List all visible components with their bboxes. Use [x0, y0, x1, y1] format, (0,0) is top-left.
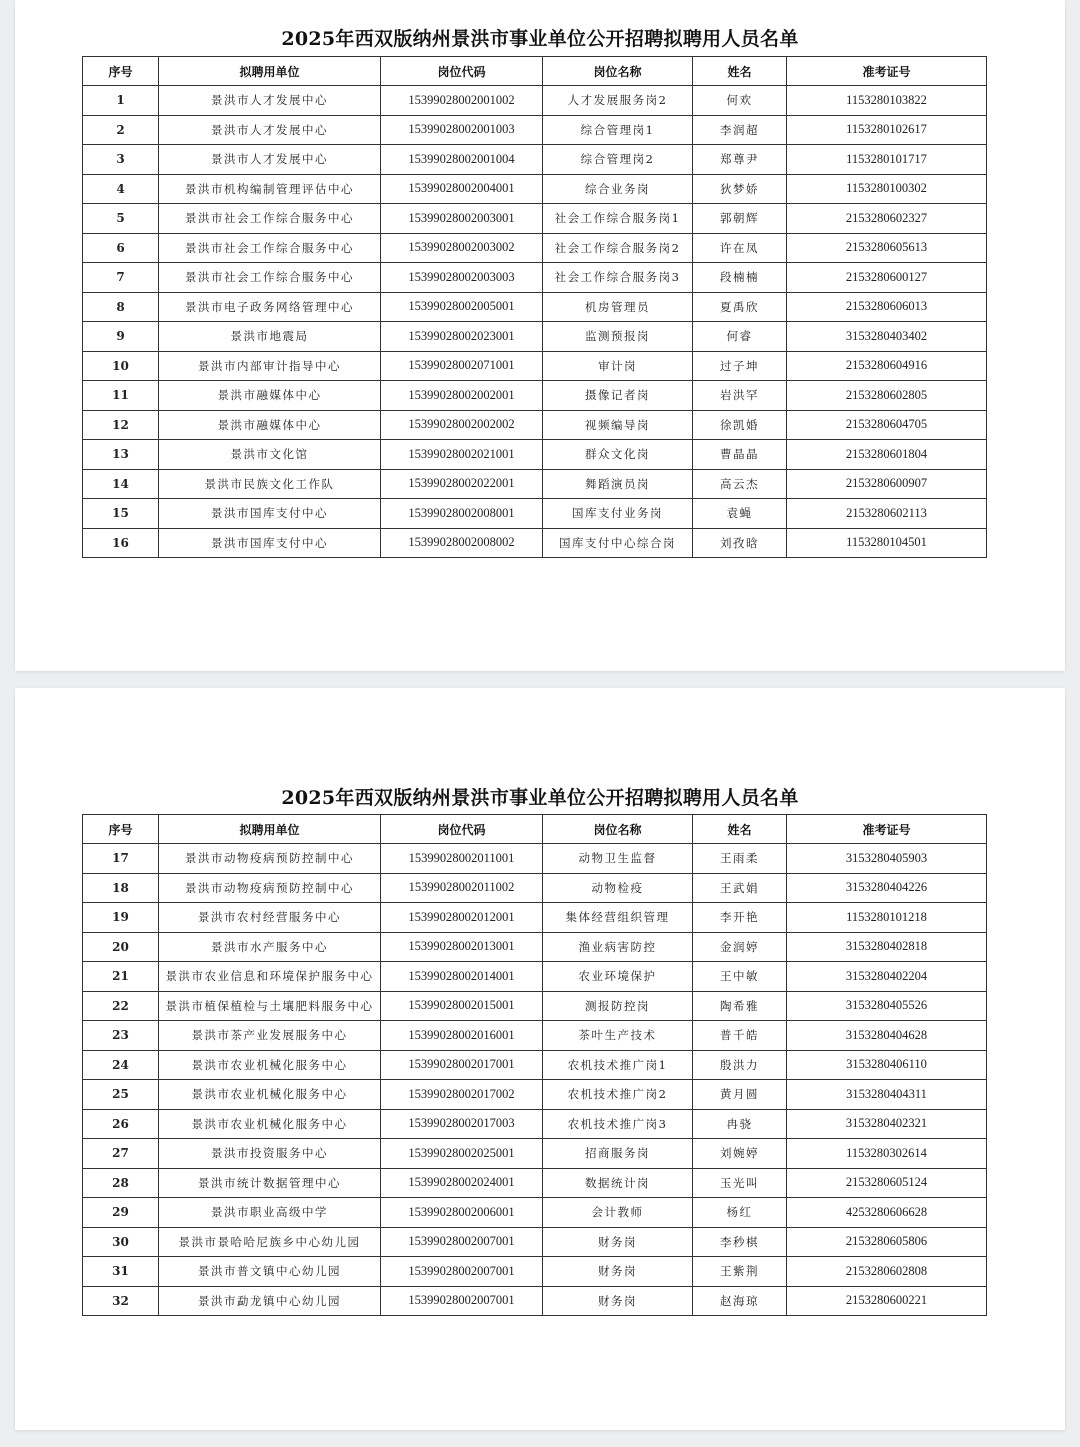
cell-seq: 27: [83, 1139, 159, 1169]
cell-unit: 景洪市农村经营服务中心: [159, 903, 381, 933]
header-post-code: 岗位代码: [381, 57, 543, 86]
cell-exam-id: 3153280402818: [787, 932, 987, 962]
cell-post-name: 人才发展服务岗2: [543, 86, 693, 116]
table-row: [83, 1257, 987, 1287]
cell-name: 玉光叫: [693, 1168, 787, 1198]
cell-name: 刘孜晗: [693, 528, 787, 558]
cell-name: 段楠楠: [693, 263, 787, 293]
roster-table: [82, 56, 987, 558]
cell-seq: 5: [83, 204, 159, 234]
cell-exam-id: 3153280404311: [787, 1080, 987, 1110]
table-row: [83, 440, 987, 470]
cell-unit: 景洪市融媒体中心: [159, 381, 381, 411]
cell-post-name: 机房管理员: [543, 292, 693, 322]
cell-post-code: 15399028002007001: [381, 1286, 543, 1316]
cell-post-code: 15399028002006001: [381, 1198, 543, 1228]
cell-unit: 景洪市人才发展中心: [159, 115, 381, 145]
cell-seq: 25: [83, 1080, 159, 1110]
cell-seq: 23: [83, 1021, 159, 1051]
cell-name: 赵海琼: [693, 1286, 787, 1316]
table-row: [83, 292, 987, 322]
table-row: [83, 469, 987, 499]
cell-exam-id: 1153280302614: [787, 1139, 987, 1169]
cell-name: 高云杰: [693, 469, 787, 499]
cell-exam-id: 3153280404226: [787, 873, 987, 903]
table-row: [83, 1109, 987, 1139]
cell-post-code: 15399028002023001: [381, 322, 543, 352]
table-row: [83, 528, 987, 558]
table-row: [83, 174, 987, 204]
table-row: [83, 145, 987, 175]
cell-seq: 10: [83, 351, 159, 381]
table-row: [83, 1168, 987, 1198]
page-title: 2025年西双版纳州景洪市事业单位公开招聘拟聘用人员名单: [281, 28, 799, 50]
cell-post-name: 综合管理岗2: [543, 145, 693, 175]
cell-unit: 景洪市地震局: [159, 322, 381, 352]
cell-post-name: 群众文化岗: [543, 440, 693, 470]
cell-exam-id: 1153280100302: [787, 174, 987, 204]
cell-post-code: 15399028002017002: [381, 1080, 543, 1110]
table-row: [83, 410, 987, 440]
cell-unit: 景洪市景哈哈尼族乡中心幼儿园: [159, 1227, 381, 1257]
cell-post-code: 15399028002014001: [381, 962, 543, 992]
cell-unit: 景洪市农业机械化服务中心: [159, 1050, 381, 1080]
cell-post-code: 15399028002013001: [381, 932, 543, 962]
cell-post-code: 15399028002017003: [381, 1109, 543, 1139]
cell-post-code: 15399028002003003: [381, 263, 543, 293]
cell-name: 王雨柔: [693, 844, 787, 874]
cell-name: 王武娟: [693, 873, 787, 903]
cell-exam-id: 2153280602113: [787, 499, 987, 529]
cell-exam-id: 2153280602808: [787, 1257, 987, 1287]
cell-name: 徐凯婚: [693, 410, 787, 440]
table-row: [83, 1198, 987, 1228]
cell-post-code: 15399028002005001: [381, 292, 543, 322]
cell-name: 狄梦娇: [693, 174, 787, 204]
cell-post-name: 渔业病害防控: [543, 932, 693, 962]
cell-unit: 景洪市普文镇中心幼儿园: [159, 1257, 381, 1287]
cell-post-code: 15399028002003001: [381, 204, 543, 234]
cell-seq: 26: [83, 1109, 159, 1139]
cell-seq: 8: [83, 292, 159, 322]
cell-seq: 22: [83, 991, 159, 1021]
cell-unit: 景洪市机构编制管理评估中心: [159, 174, 381, 204]
header-seq: 序号: [83, 815, 159, 844]
table-row: [83, 263, 987, 293]
cell-name: 李开艳: [693, 903, 787, 933]
cell-post-name: 农机技术推广岗1: [543, 1050, 693, 1080]
header-unit: 拟聘用单位: [159, 57, 381, 86]
table-row: [83, 322, 987, 352]
table-row: [83, 844, 987, 874]
cell-exam-id: 2153280600907: [787, 469, 987, 499]
cell-seq: 24: [83, 1050, 159, 1080]
header-unit: 拟聘用单位: [159, 815, 381, 844]
cell-seq: 31: [83, 1257, 159, 1287]
cell-name: 何欢: [693, 86, 787, 116]
cell-post-code: 15399028002021001: [381, 440, 543, 470]
cell-unit: 景洪市国库支付中心: [159, 499, 381, 529]
cell-exam-id: 2153280601804: [787, 440, 987, 470]
cell-seq: 19: [83, 903, 159, 933]
cell-post-name: 综合管理岗1: [543, 115, 693, 145]
cell-exam-id: 3153280402204: [787, 962, 987, 992]
cell-seq: 30: [83, 1227, 159, 1257]
cell-seq: 3: [83, 145, 159, 175]
cell-post-code: 15399028002024001: [381, 1168, 543, 1198]
cell-post-code: 15399028002007001: [381, 1227, 543, 1257]
cell-unit: 景洪市动物疫病预防控制中心: [159, 873, 381, 903]
cell-post-code: 15399028002001002: [381, 86, 543, 116]
cell-name: 王紫荆: [693, 1257, 787, 1287]
table-row: [83, 991, 987, 1021]
cell-name: 李润超: [693, 115, 787, 145]
cell-name: 曹晶晶: [693, 440, 787, 470]
cell-post-name: 财务岗: [543, 1286, 693, 1316]
cell-post-name: 会计教师: [543, 1198, 693, 1228]
cell-name: 夏禹欣: [693, 292, 787, 322]
cell-seq: 9: [83, 322, 159, 352]
header-name: 姓名: [693, 57, 787, 86]
table-row: [83, 903, 987, 933]
cell-post-name: 动物检疫: [543, 873, 693, 903]
document-page-1: [15, 0, 1065, 671]
cell-post-code: 15399028002017001: [381, 1050, 543, 1080]
cell-exam-id: 2153280605124: [787, 1168, 987, 1198]
cell-name: 金润婷: [693, 932, 787, 962]
cell-name: 郭朝辉: [693, 204, 787, 234]
cell-post-name: 综合业务岗: [543, 174, 693, 204]
cell-post-code: 15399028002008001: [381, 499, 543, 529]
cell-unit: 景洪市人才发展中心: [159, 86, 381, 116]
cell-name: 刘婉婷: [693, 1139, 787, 1169]
cell-exam-id: 2153280606013: [787, 292, 987, 322]
cell-post-code: 15399028002025001: [381, 1139, 543, 1169]
cell-post-name: 监测预报岗: [543, 322, 693, 352]
cell-post-code: 15399028002011002: [381, 873, 543, 903]
cell-unit: 景洪市职业高级中学: [159, 1198, 381, 1228]
cell-seq: 13: [83, 440, 159, 470]
table-row: [83, 1139, 987, 1169]
cell-post-name: 农业环境保护: [543, 962, 693, 992]
cell-post-name: 国库支付业务岗: [543, 499, 693, 529]
table-row: [83, 204, 987, 234]
table-body: [83, 844, 987, 1316]
cell-post-code: 15399028002008002: [381, 528, 543, 558]
cell-post-code: 15399028002002002: [381, 410, 543, 440]
cell-seq: 15: [83, 499, 159, 529]
cell-name: 李秒棋: [693, 1227, 787, 1257]
cell-seq: 6: [83, 233, 159, 263]
cell-seq: 32: [83, 1286, 159, 1316]
cell-post-name: 社会工作综合服务岗3: [543, 263, 693, 293]
cell-seq: 1: [83, 86, 159, 116]
cell-post-name: 摄像记者岗: [543, 381, 693, 411]
cell-post-code: 15399028002012001: [381, 903, 543, 933]
cell-post-name: 社会工作综合服务岗1: [543, 204, 693, 234]
cell-exam-id: 2153280605806: [787, 1227, 987, 1257]
cell-exam-id: 2153280602805: [787, 381, 987, 411]
cell-exam-id: 3153280406110: [787, 1050, 987, 1080]
table-row: [83, 932, 987, 962]
cell-exam-id: 3153280405526: [787, 991, 987, 1021]
cell-name: 许在凤: [693, 233, 787, 263]
cell-exam-id: 2153280600221: [787, 1286, 987, 1316]
cell-name: 黄月圆: [693, 1080, 787, 1110]
cell-name: 过子坤: [693, 351, 787, 381]
cell-post-name: 审计岗: [543, 351, 693, 381]
cell-post-name: 舞蹈演员岗: [543, 469, 693, 499]
header-exam-id: 准考证号: [787, 57, 987, 86]
cell-seq: 7: [83, 263, 159, 293]
cell-unit: 景洪市茶产业发展服务中心: [159, 1021, 381, 1051]
cell-post-name: 财务岗: [543, 1227, 693, 1257]
cell-post-code: 15399028002001003: [381, 115, 543, 145]
cell-name: 袁蝇: [693, 499, 787, 529]
document-page-2: [15, 688, 1065, 1430]
cell-exam-id: 2153280604916: [787, 351, 987, 381]
cell-name: 王中敏: [693, 962, 787, 992]
cell-name: 殷洪力: [693, 1050, 787, 1080]
header-post-code: 岗位代码: [381, 815, 543, 844]
header-name: 姓名: [693, 815, 787, 844]
cell-post-name: 财务岗: [543, 1257, 693, 1287]
table-row: [83, 1227, 987, 1257]
cell-name: 冉骁: [693, 1109, 787, 1139]
cell-unit: 景洪市水产服务中心: [159, 932, 381, 962]
cell-post-name: 测报防控岗: [543, 991, 693, 1021]
table-row: [83, 873, 987, 903]
cell-name: 岩洪罕: [693, 381, 787, 411]
cell-exam-id: 4253280606628: [787, 1198, 987, 1228]
cell-unit: 景洪市植保植检与土壤肥料服务中心: [159, 991, 381, 1021]
cell-name: 普千皓: [693, 1021, 787, 1051]
table-row: [83, 962, 987, 992]
cell-unit: 景洪市国库支付中心: [159, 528, 381, 558]
cell-seq: 17: [83, 844, 159, 874]
cell-exam-id: 3153280403402: [787, 322, 987, 352]
cell-exam-id: 2153280602327: [787, 204, 987, 234]
cell-unit: 景洪市融媒体中心: [159, 410, 381, 440]
cell-unit: 景洪市社会工作综合服务中心: [159, 263, 381, 293]
cell-exam-id: 2153280604705: [787, 410, 987, 440]
cell-post-name: 社会工作综合服务岗2: [543, 233, 693, 263]
table-row: [83, 351, 987, 381]
cell-post-name: 农机技术推广岗2: [543, 1080, 693, 1110]
table-row: [83, 233, 987, 263]
cell-post-code: 15399028002003002: [381, 233, 543, 263]
cell-exam-id: 3153280405903: [787, 844, 987, 874]
cell-seq: 2: [83, 115, 159, 145]
cell-unit: 景洪市统计数据管理中心: [159, 1168, 381, 1198]
cell-unit: 景洪市社会工作综合服务中心: [159, 204, 381, 234]
cell-unit: 景洪市内部审计指导中心: [159, 351, 381, 381]
cell-name: 杨红: [693, 1198, 787, 1228]
cell-exam-id: 1153280101717: [787, 145, 987, 175]
cell-post-code: 15399028002002001: [381, 381, 543, 411]
header-post-name: 岗位名称: [543, 815, 693, 844]
cell-unit: 景洪市民族文化工作队: [159, 469, 381, 499]
cell-post-name: 国库支付中心综合岗: [543, 528, 693, 558]
cell-post-code: 15399028002015001: [381, 991, 543, 1021]
cell-exam-id: 2153280605613: [787, 233, 987, 263]
cell-post-code: 15399028002007001: [381, 1257, 543, 1287]
header-row: [83, 815, 987, 844]
cell-seq: 21: [83, 962, 159, 992]
cell-seq: 4: [83, 174, 159, 204]
cell-name: 陶希雅: [693, 991, 787, 1021]
cell-post-code: 15399028002004001: [381, 174, 543, 204]
cell-exam-id: 2153280600127: [787, 263, 987, 293]
cell-exam-id: 3153280402321: [787, 1109, 987, 1139]
cell-seq: 14: [83, 469, 159, 499]
cell-post-name: 农机技术推广岗3: [543, 1109, 693, 1139]
cell-seq: 12: [83, 410, 159, 440]
cell-name: 何睿: [693, 322, 787, 352]
cell-post-name: 招商服务岗: [543, 1139, 693, 1169]
table-row: [83, 86, 987, 116]
cell-unit: 景洪市勐龙镇中心幼儿园: [159, 1286, 381, 1316]
cell-name: 郑尊尹: [693, 145, 787, 175]
cell-post-code: 15399028002016001: [381, 1021, 543, 1051]
cell-exam-id: 3153280404628: [787, 1021, 987, 1051]
cell-seq: 28: [83, 1168, 159, 1198]
cell-unit: 景洪市农业机械化服务中心: [159, 1109, 381, 1139]
cell-exam-id: 1153280103822: [787, 86, 987, 116]
cell-post-name: 数据统计岗: [543, 1168, 693, 1198]
table-row: [83, 1286, 987, 1316]
table-row: [83, 381, 987, 411]
cell-exam-id: 1153280101218: [787, 903, 987, 933]
table-row: [83, 115, 987, 145]
cell-seq: 20: [83, 932, 159, 962]
roster-table: [82, 814, 987, 1316]
cell-exam-id: 1153280104501: [787, 528, 987, 558]
table-row: [83, 499, 987, 529]
cell-post-name: 茶叶生产技术: [543, 1021, 693, 1051]
cell-post-code: 15399028002071001: [381, 351, 543, 381]
header-seq: 序号: [83, 57, 159, 86]
header-row: [83, 57, 987, 86]
cell-exam-id: 1153280102617: [787, 115, 987, 145]
table-row: [83, 1021, 987, 1051]
cell-post-name: 集体经营组织管理: [543, 903, 693, 933]
cell-post-code: 15399028002022001: [381, 469, 543, 499]
cell-post-name: 动物卫生监督: [543, 844, 693, 874]
cell-unit: 景洪市文化馆: [159, 440, 381, 470]
cell-seq: 29: [83, 1198, 159, 1228]
cell-post-code: 15399028002001004: [381, 145, 543, 175]
header-exam-id: 准考证号: [787, 815, 987, 844]
cell-seq: 18: [83, 873, 159, 903]
table-row: [83, 1080, 987, 1110]
cell-unit: 景洪市动物疫病预防控制中心: [159, 844, 381, 874]
cell-post-code: 15399028002011001: [381, 844, 543, 874]
cell-unit: 景洪市投资服务中心: [159, 1139, 381, 1169]
table-body: [83, 86, 987, 558]
cell-seq: 16: [83, 528, 159, 558]
table-row: [83, 1050, 987, 1080]
page-title: 2025年西双版纳州景洪市事业单位公开招聘拟聘用人员名单: [281, 787, 799, 809]
cell-unit: 景洪市人才发展中心: [159, 145, 381, 175]
cell-post-name: 视频编导岗: [543, 410, 693, 440]
cell-unit: 景洪市农业机械化服务中心: [159, 1080, 381, 1110]
cell-unit: 景洪市农业信息和环境保护服务中心: [159, 962, 381, 992]
header-post-name: 岗位名称: [543, 57, 693, 86]
cell-unit: 景洪市社会工作综合服务中心: [159, 233, 381, 263]
cell-unit: 景洪市电子政务网络管理中心: [159, 292, 381, 322]
cell-seq: 11: [83, 381, 159, 411]
